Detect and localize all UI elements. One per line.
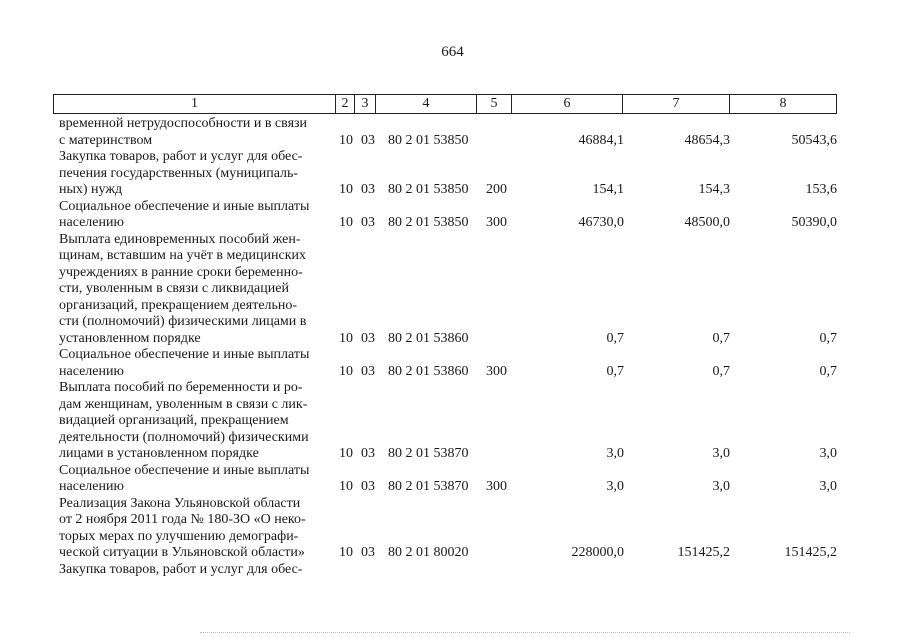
description-line: сти, уволенным в связи с ликвидацией (59, 281, 289, 296)
amount-col-6: 154,1 (592, 182, 624, 197)
description-line: Выплата пособий по беременности и ро- (59, 380, 303, 395)
row-description (59, 347, 332, 380)
amount-col-6: 0,7 (606, 330, 624, 346)
description-line: деятельности (полномочий) физическими (59, 429, 309, 445)
description-line: Реализация Закона Ульяновской области (59, 495, 301, 511)
table-body (0, 116, 905, 578)
amount-col-8: 151425,2 (784, 545, 837, 560)
subsection-code: 03 (361, 330, 375, 346)
row-description (59, 463, 332, 496)
amount-col-8: 153,6 (805, 182, 837, 197)
row-description (59, 232, 332, 348)
amount-col-7: 0,7 (712, 330, 730, 346)
amount-col-6: 228000,0 (571, 545, 624, 560)
description-line: учреждениях в ранние сроки беременно- (59, 264, 303, 280)
row-description (59, 116, 332, 149)
header-col-5: 5 (477, 95, 512, 114)
description-line: с материнством (59, 132, 153, 148)
expense-type-code: 300 (486, 363, 507, 379)
description-line: Социальное обеспечение и иные выплаты (59, 462, 310, 478)
description-line: населению (59, 479, 124, 494)
description-line: Выплата единовременных пособий жен- (59, 231, 301, 247)
amount-col-6: 3,0 (606, 479, 624, 494)
amount-col-7: 3,0 (712, 446, 730, 461)
section-code: 10 (339, 446, 353, 461)
row-description (59, 199, 332, 232)
table-row (0, 149, 905, 199)
header-col-6: 6 (512, 95, 623, 114)
amount-col-6: 46884,1 (578, 132, 624, 148)
section-code: 10 (339, 215, 353, 230)
description-line: от 2 ноября 2011 года № 180-ЗО «О неко- (59, 512, 306, 527)
amount-col-6: 0,7 (606, 363, 624, 379)
description-line: Закупка товаров, работ и услуг для обес- (59, 149, 303, 164)
amount-col-8: 3,0 (819, 479, 837, 494)
description-line: печения государственных (муниципаль- (59, 165, 299, 181)
table-row (0, 380, 905, 463)
description-line: Социальное обеспечение и иные выплаты (59, 347, 310, 362)
target-article-code: 80 2 01 53870 (388, 446, 469, 461)
description-line: Закупка товаров, работ и услуг для обес- (59, 561, 303, 577)
amount-col-7: 3,0 (712, 479, 730, 494)
description-line: сти (полномочий) физическими лицами в (59, 314, 307, 329)
subsection-code: 03 (361, 215, 375, 230)
description-line: ных) нужд (59, 182, 123, 197)
table-row (0, 199, 905, 232)
subsection-code: 03 (361, 132, 375, 148)
target-article-code: 80 2 01 53870 (388, 479, 469, 494)
row-description (59, 496, 332, 562)
description-line: щинам, вставшим на учёт в медицинских (59, 248, 307, 263)
description-line: организаций, прекращением деятельно- (59, 297, 298, 313)
subsection-code: 03 (361, 363, 375, 379)
table-row (0, 562, 905, 579)
amount-col-7: 0,7 (712, 363, 730, 379)
row-description (59, 562, 332, 579)
description-line: торых мерах по улучшению демографи- (59, 528, 299, 544)
amount-col-8: 0,7 (819, 363, 837, 379)
header-col-4: 4 (376, 95, 477, 114)
section-code: 10 (339, 363, 353, 379)
description-line: ческой ситуации в Ульяновской области» (59, 545, 305, 560)
subsection-code: 03 (361, 182, 375, 197)
header-col-8: 8 (730, 95, 837, 114)
amount-col-8: 0,7 (819, 330, 837, 346)
target-article-code: 80 2 01 53850 (388, 182, 469, 197)
amount-col-8: 50543,6 (791, 132, 837, 148)
target-article-code: 80 2 01 53850 (388, 215, 469, 230)
subsection-code: 03 (361, 545, 375, 560)
expense-type-code: 300 (486, 479, 507, 494)
description-line: установленном порядке (59, 330, 201, 346)
header-col-2: 2 (336, 95, 355, 114)
amount-col-7: 48500,0 (684, 215, 730, 230)
table-row (0, 347, 905, 380)
row-description (59, 149, 332, 199)
description-line: населению (59, 363, 124, 379)
column-header-table (53, 94, 837, 114)
section-code: 10 (339, 330, 353, 346)
table-row (0, 116, 905, 149)
amount-col-6: 3,0 (606, 446, 624, 461)
description-line: Социальное обеспечение и иные выплаты (59, 198, 310, 214)
subsection-code: 03 (361, 446, 375, 461)
subsection-code: 03 (361, 479, 375, 494)
amount-col-7: 154,3 (698, 182, 730, 197)
target-article-code: 80 2 01 80020 (388, 545, 469, 560)
target-article-code: 80 2 01 53860 (388, 330, 469, 346)
description-line: временной нетрудоспособности и в связи (59, 116, 308, 131)
section-code: 10 (339, 132, 353, 148)
row-description (59, 380, 332, 463)
amount-col-8: 50390,0 (791, 215, 837, 230)
header-col-3: 3 (355, 95, 376, 114)
section-code: 10 (339, 479, 353, 494)
amount-col-7: 151425,2 (677, 545, 730, 560)
page-number: 664 (441, 44, 464, 60)
expense-type-code: 200 (486, 182, 507, 197)
description-line: лицами в установленном порядке (59, 446, 259, 461)
section-code: 10 (339, 182, 353, 197)
section-code: 10 (339, 545, 353, 560)
header-col-7: 7 (623, 95, 730, 114)
description-line: видацией организаций, прекращением (59, 413, 289, 428)
amount-col-7: 48654,3 (684, 132, 730, 148)
amount-col-8: 3,0 (819, 446, 837, 461)
table-row (0, 232, 905, 348)
description-line: населению (59, 215, 124, 230)
table-row (0, 496, 905, 562)
table-row (0, 463, 905, 496)
scan-artifact-line (200, 632, 850, 634)
expense-type-code: 300 (486, 215, 507, 230)
header-col-1: 1 (54, 95, 336, 114)
target-article-code: 80 2 01 53860 (388, 363, 469, 379)
description-line: дам женщинам, уволенным в связи с лик- (59, 396, 308, 412)
target-article-code: 80 2 01 53850 (388, 132, 469, 148)
amount-col-6: 46730,0 (578, 215, 624, 230)
